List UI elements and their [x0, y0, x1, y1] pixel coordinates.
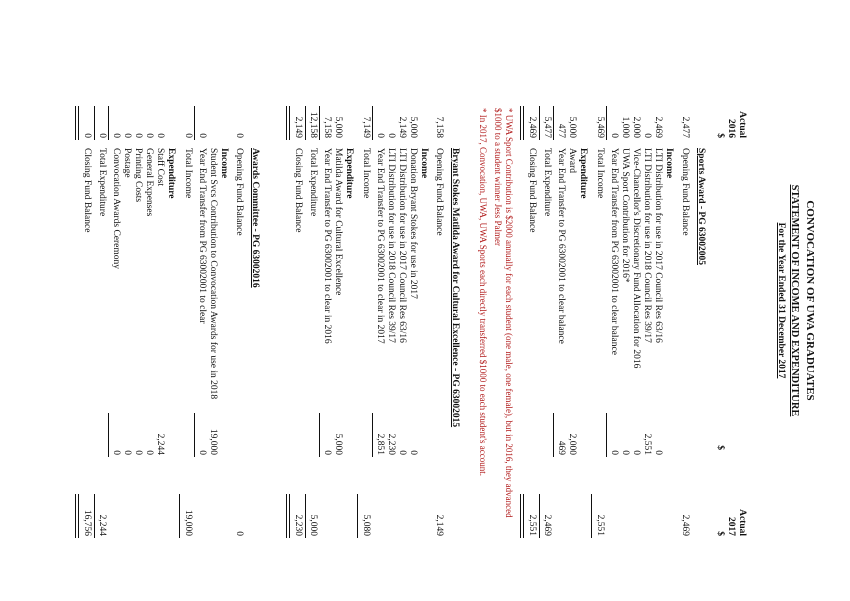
row-label: Year End Transfer to PG 63002001 to clear balance: [556, 148, 566, 344]
prev-value: 0: [144, 133, 154, 138]
cur-value: 0: [322, 450, 332, 455]
cur-value: 0: [609, 450, 619, 455]
col-prev-heading: Actual: [737, 111, 747, 138]
cur-value: 2,851: [375, 433, 385, 455]
cur-value: 0: [408, 450, 418, 455]
subtotal-rule: [94, 494, 95, 538]
row-label: Student Svcs Contribution to Convocation Awards for use in 2018: [208, 148, 218, 400]
prev-value: 5,000: [567, 116, 577, 138]
prev-value: 5,469: [595, 116, 605, 138]
prev-value: 2,469: [653, 116, 663, 138]
row-label: Vice-Chancellor's Discretionary Fund Allocation for 2016: [631, 148, 641, 369]
row-label: LTI Distribution for use in 2018 Council Res 39/17: [642, 148, 652, 343]
total-value: 16,756: [82, 509, 92, 536]
prev-value: 0: [82, 133, 92, 138]
row-label: Postage: [122, 148, 132, 178]
row-label: Opening Fund Balance: [434, 148, 444, 236]
footnote: $1000 to a student winner Jess Palmer: [493, 108, 503, 246]
row-label: General Expenses: [144, 148, 154, 217]
subtotal-rule: [539, 106, 540, 140]
subtotal-rule: [319, 106, 320, 140]
subtotal-rule: [606, 413, 607, 457]
prev-value: 2,149: [397, 116, 407, 138]
row-label: Total Income: [595, 148, 605, 199]
subtotal-rule: [591, 494, 592, 538]
footnote: * In 2017, Convocation, UWA, UWA Sports each directly transferred $1000 to each student's account.: [478, 108, 488, 477]
prev-value: 0: [183, 133, 193, 138]
total-value: 2,551: [595, 514, 605, 536]
income-heading: Income: [664, 148, 674, 179]
cur-value: 5,000: [333, 433, 343, 455]
expenditure-heading: Expenditure: [344, 148, 354, 199]
subtotal-rule: [319, 413, 320, 457]
cur-value: 2,000: [567, 433, 577, 455]
total-value: 2,149: [434, 514, 444, 536]
total-value: 2,551: [527, 514, 537, 536]
prev-value: 0: [642, 133, 652, 138]
row-label: LTI Distribution for use in 2017 Council Res 63/16: [653, 148, 663, 343]
prev-value: 0: [133, 133, 143, 138]
row-label: Year End Transfer from PG 63002001 to clear balance: [609, 148, 619, 355]
row-label: LTI Distribution for use in 2018 Council Res 39/17: [386, 148, 396, 343]
prev-value: 1,000: [620, 116, 630, 138]
row-label: Closing Fund Balance: [82, 148, 92, 233]
col-cur-year: 2017: [726, 517, 736, 536]
row-label: Donation Bryant Stokes for use in 2017: [408, 148, 418, 299]
section-heading-sports: Sports Award - PG 63002005: [696, 148, 706, 265]
cur-value: 0: [397, 450, 407, 455]
row-label: Year End Transfer from PG 63002001 to clear: [197, 148, 207, 324]
total-value: 19,000: [183, 509, 193, 536]
cur-value: 0: [653, 450, 663, 455]
row-label: Total Expenditure: [308, 148, 318, 217]
prev-value: 12,158: [308, 111, 318, 138]
total-value: 2,469: [542, 514, 552, 536]
prev-value: 0: [197, 133, 207, 138]
statement-period: For the Year Ended 31 December 2017: [776, 222, 786, 379]
total-value: 0: [234, 531, 244, 536]
total-value: 2,244: [97, 514, 107, 536]
row-label: Year End Transfer to PG 63002001 to clear in 2016: [322, 148, 332, 344]
closing-rule: [520, 106, 524, 140]
prev-value: 0: [375, 133, 385, 138]
total-value: 2,469: [680, 514, 690, 536]
closing-rule: [75, 494, 79, 538]
subtotal-rule: [372, 413, 373, 457]
total-value: 5,080: [361, 514, 371, 536]
subtotal-rule: [553, 106, 554, 140]
col-prev-unit: $: [715, 133, 725, 138]
row-label: Staff Cost: [155, 148, 165, 187]
row-label: Matilda Award for Cultural Excellence: [333, 148, 343, 296]
subtotal-rule: [108, 413, 109, 457]
prev-value: 2,149: [293, 116, 303, 138]
prev-value: 2,469: [527, 116, 537, 138]
total-value: 5,000: [308, 514, 318, 536]
row-label: LTI Distribution for use in 2017 Council Res 63/16: [397, 148, 407, 343]
row-label: Opening Fund Balance: [680, 148, 690, 236]
subtotal-rule: [539, 494, 540, 538]
subtotal-rule: [179, 494, 180, 538]
subtotal-rule: [606, 106, 607, 140]
closing-rule: [286, 494, 290, 538]
subtotal-rule: [357, 494, 358, 538]
cur-value: 0: [197, 450, 207, 455]
row-label: Opening Fund Balance: [234, 148, 244, 236]
document-title: CONVOCATION OF UWA GRADUATES: [804, 200, 816, 401]
closing-rule: [520, 494, 524, 538]
prev-value: 5,477: [542, 116, 552, 138]
prev-value: 2,477: [680, 116, 690, 138]
prev-value: 2,000: [631, 116, 641, 138]
prev-value: 0: [234, 133, 244, 138]
row-label: Total Expenditure: [542, 148, 552, 217]
cur-value: 0: [133, 450, 143, 455]
row-label: UWA Sport Contribution for 2016*: [620, 148, 630, 283]
prev-value: 5,000: [408, 116, 418, 138]
subtotal-rule: [553, 413, 554, 457]
col-prev-year: 2016: [726, 119, 736, 138]
statement-title: STATEMENT OF INCOME AND EXPENDITURE: [789, 184, 800, 417]
cur-value: 2,230: [386, 433, 396, 455]
prev-value: 0: [155, 133, 165, 138]
subtotal-rule: [372, 106, 373, 140]
row-label: Closing Fund Balance: [293, 148, 303, 233]
cur-value: 2,244: [155, 433, 165, 455]
cur-value: 469: [556, 440, 566, 455]
expenditure-heading: Expenditure: [166, 148, 176, 199]
prev-value: 7,158: [434, 116, 444, 138]
total-value: 2,230: [293, 514, 303, 536]
prev-value: 5,000: [333, 116, 343, 138]
cur-value: 0: [122, 450, 132, 455]
row-label: Year End Transfer to PG 63002001 to clear in 2017: [375, 148, 385, 344]
subtotal-rule: [194, 106, 195, 140]
row-label: Printing Costs: [133, 148, 143, 203]
prev-value: 7,149: [361, 116, 371, 138]
col-mid-unit: $: [715, 445, 725, 450]
prev-value: 7,158: [322, 116, 332, 138]
expenditure-heading: Expenditure: [578, 148, 588, 199]
subtotal-rule: [194, 413, 195, 457]
prev-value: 0: [111, 133, 121, 138]
cur-value: 0: [620, 450, 630, 455]
row-label: Total Expenditure: [97, 148, 107, 217]
income-heading: Income: [219, 148, 229, 179]
subtotal-rule: [94, 106, 95, 140]
cur-value: 19,000: [208, 428, 218, 455]
col-cur-heading: Actual: [737, 509, 747, 536]
subtotal-rule: [305, 494, 306, 538]
prev-value: 0: [97, 133, 107, 138]
income-heading: Income: [419, 148, 429, 179]
cur-value: 0: [631, 450, 641, 455]
section-heading-bryant: Bryant Stokes Matilda Award for Cultural Excellence - PG 63002015: [450, 148, 460, 428]
prev-value: 0: [386, 133, 396, 138]
row-label: Closing Fund Balance: [527, 148, 537, 233]
subtotal-rule: [108, 106, 109, 140]
row-label: Convocation Awards Ceremony: [111, 148, 121, 270]
prev-value: 0: [609, 133, 619, 138]
cur-value: 2,551: [642, 433, 652, 455]
row-label: Award: [567, 148, 577, 173]
closing-rule: [286, 106, 290, 140]
row-label: Total Income: [361, 148, 371, 199]
closing-rule: [75, 106, 79, 140]
cur-value: 0: [111, 450, 121, 455]
footnote: * UWA Sport Contribution is $2000 annually for each student (one male, one female), but in 2016, they advanced: [504, 108, 514, 518]
prev-value: 477: [556, 123, 566, 138]
section-heading-awards: Awards Committee - PG 63002016: [250, 148, 260, 288]
subtotal-rule: [305, 106, 306, 140]
row-label: Total Income: [183, 148, 193, 199]
cur-value: 0: [144, 450, 154, 455]
prev-value: 0: [122, 133, 132, 138]
col-cur-unit: $: [715, 531, 725, 536]
